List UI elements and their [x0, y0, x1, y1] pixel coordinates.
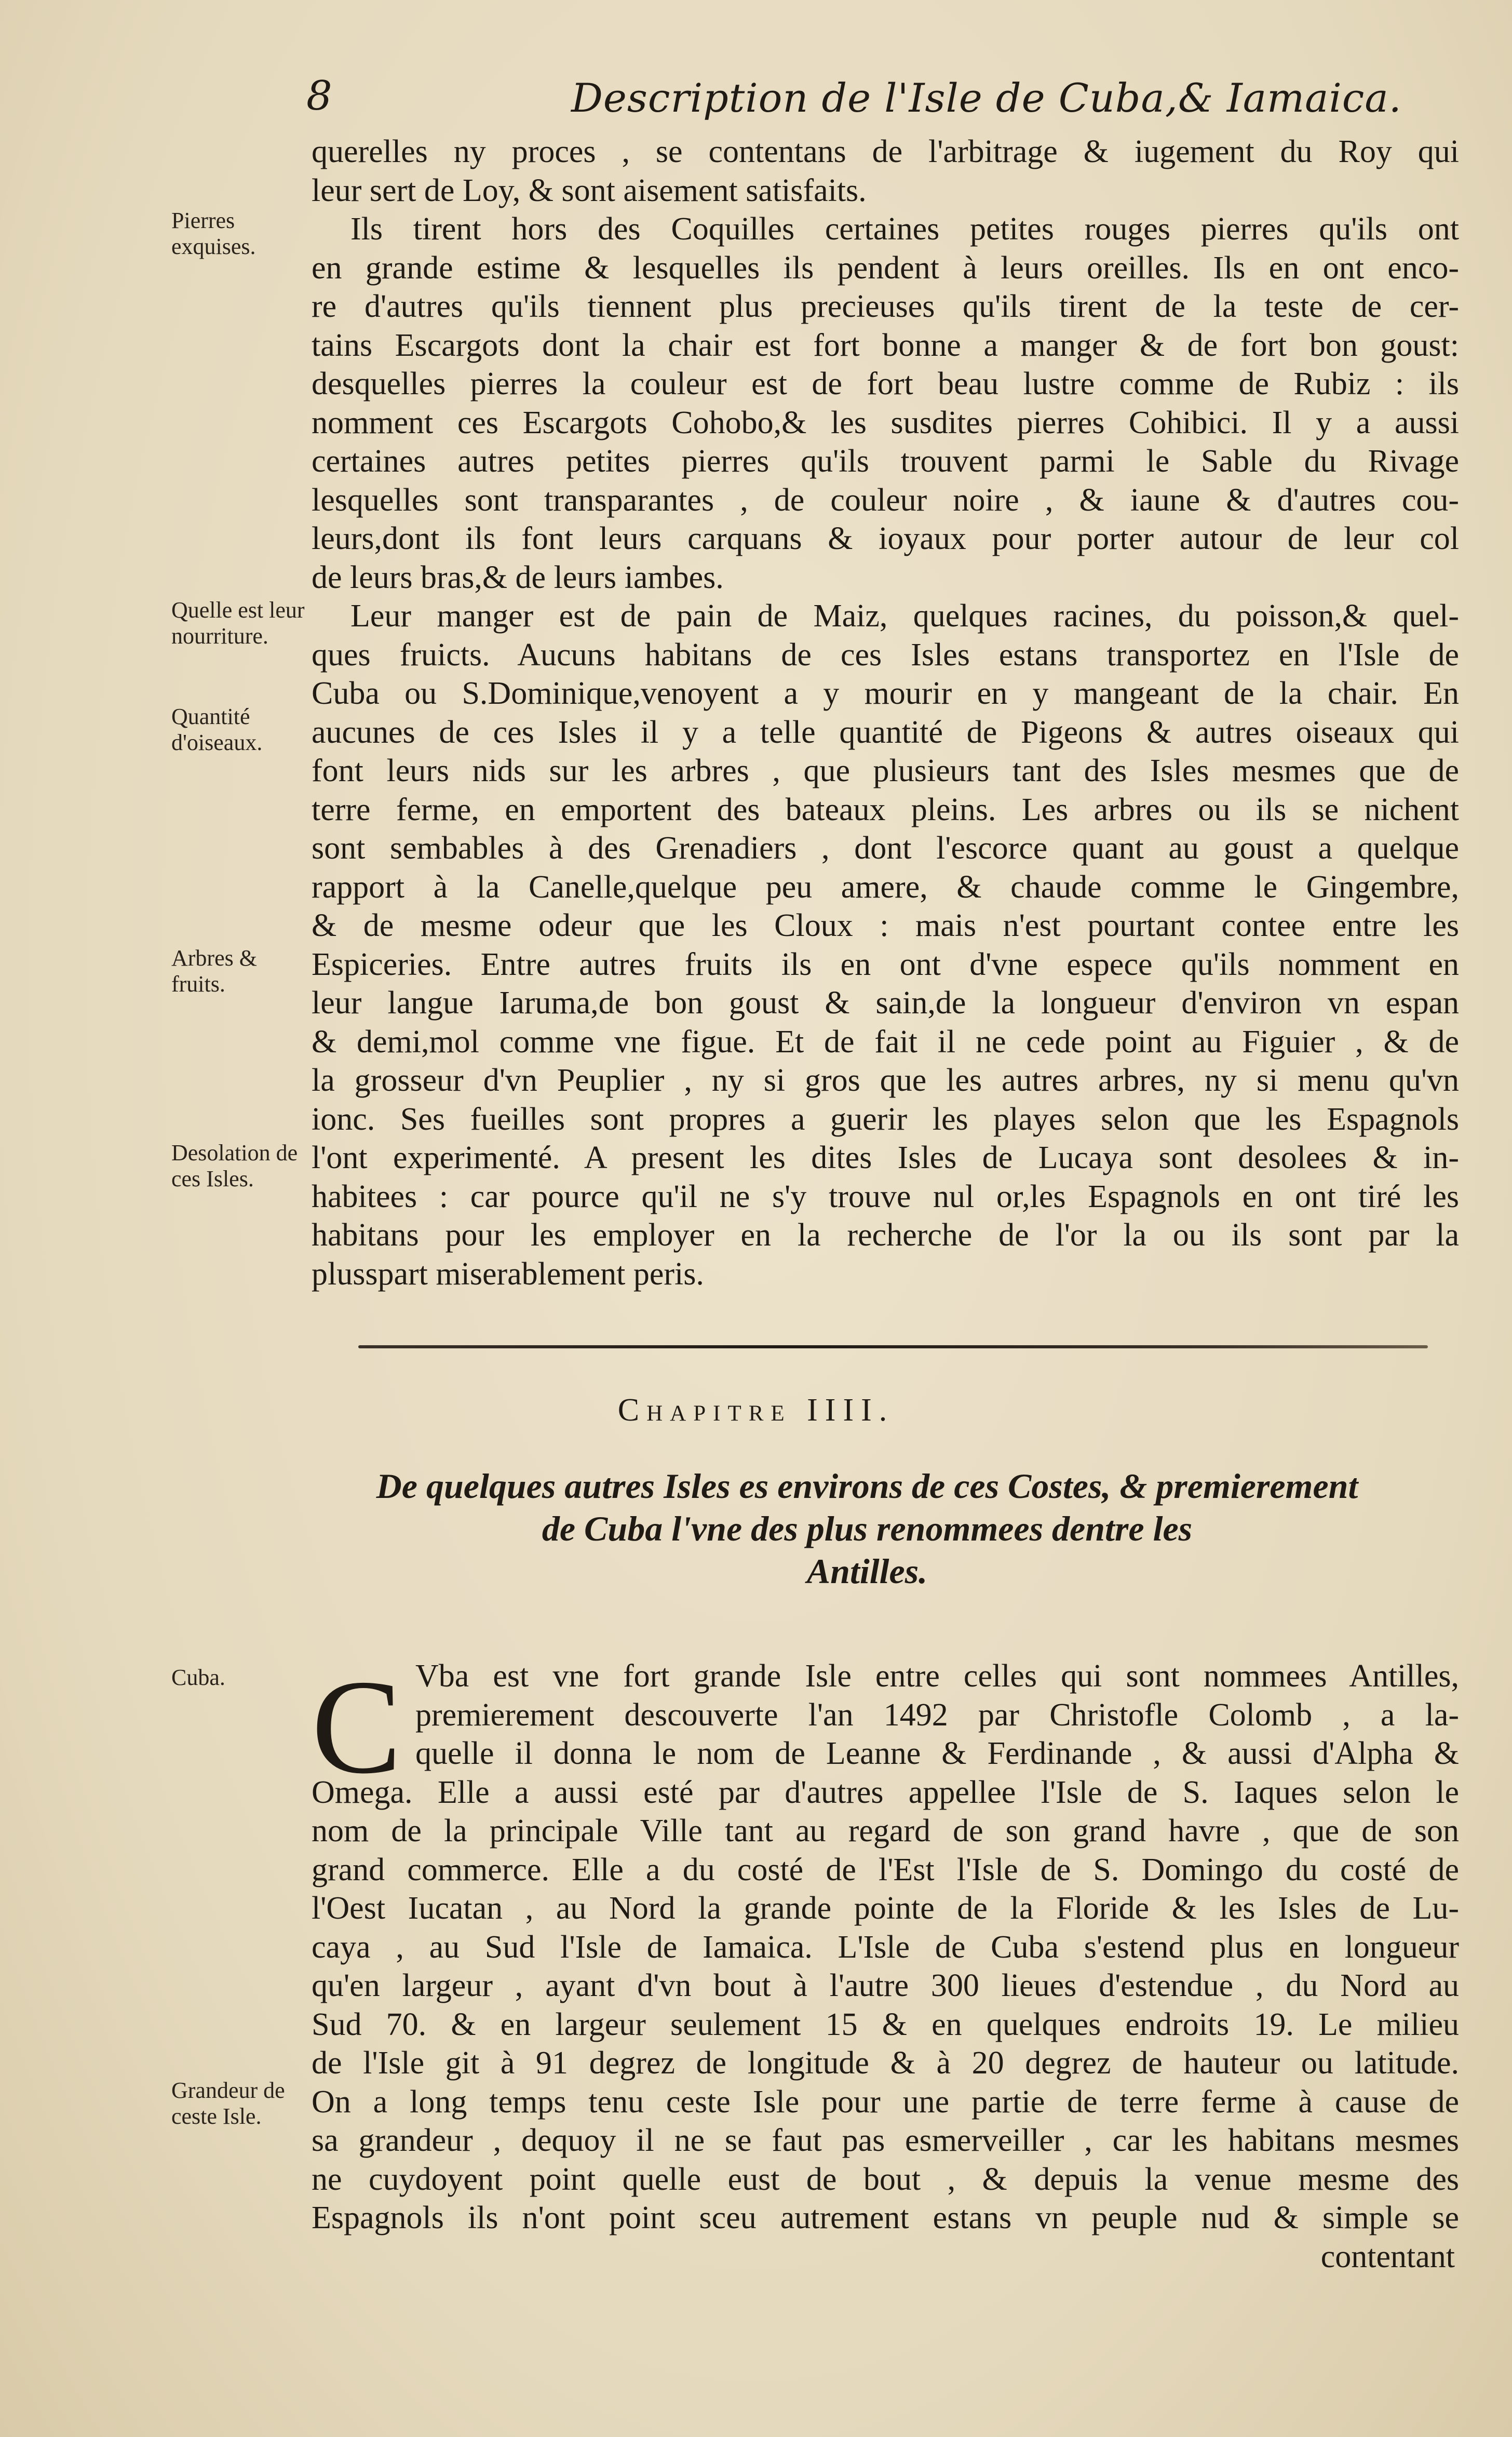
text-line: Vba est vne fort grande Isle entre celles qui sont nommees Antilles,	[415, 1658, 1459, 1694]
text-line: leurs,dont ils font leurs carquans & ioyaux pour porter autour de leur col	[312, 521, 1459, 556]
text-line: habitees : car pource qu'il ne s'y trouve nul or,les Espagnols en ont tiré les	[312, 1179, 1459, 1214]
text-line: nomment ces Escargots Cohobo,& les susdites pierres Cohibici. Il y a aussi	[312, 405, 1459, 440]
text-line: desquelles pierres la couleur est de fort beau lustre comme de Rubiz : ils	[312, 366, 1459, 401]
margin-note-pierres: Pierres exquises.	[171, 208, 256, 259]
text-line: tains Escargots dont la chair est fort bonne a manger & de fort bon goust:	[312, 327, 1459, 363]
section-divider-rule	[358, 1345, 1428, 1348]
text-line: & demi,mol comme vne figue. Et de fait il ne cede point au Figuier , & de	[312, 1024, 1459, 1060]
running-title: Description de l'Isle de Cuba,& Iamaica.	[571, 75, 1402, 121]
text-line: de l'Isle git à 91 degrez de longitude & à 20 degrez de hauteur ou latitude.	[312, 2045, 1459, 2081]
text-line: l'ont experimenté. A present les dites Isles de Lucaya sont desolees & in-	[312, 1140, 1459, 1175]
text-line: premierement descouverte l'an 1492 par Christofle Colomb , a la-	[415, 1697, 1459, 1733]
chapter-title-line: de Cuba l'vne des plus renommees dentre les	[542, 1509, 1193, 1548]
text-line: re d'autres qu'ils tiennent plus precieuses qu'ils tirent de la teste de cer-	[312, 289, 1459, 324]
margin-note-cuba: Cuba.	[171, 1665, 225, 1690]
text-line: lesquelles sont transparantes , de couleur noire , & iaune & d'autres cou-	[312, 482, 1459, 518]
text-line: caya , au Sud l'Isle de Iamaica. L'Isle de Cuba s'estend plus en longueur	[312, 1929, 1459, 1965]
margin-note-oiseaux: Quantité d'oiseaux.	[171, 704, 263, 755]
text-line: rapport à la Canelle,quelque peu amere, & chaude comme le Gingembre,	[312, 869, 1459, 905]
text-line: sont sembables à des Grenadiers , dont l'escorce quant au goust a quelque	[312, 831, 1459, 866]
text-line: grand commerce. Elle a du costé de l'Est l'Isle de S. Domingo du costé de	[312, 1852, 1459, 1887]
body-text-top	[312, 132, 1459, 1293]
text-line: ques fruicts. Aucuns habitans de ces Isles estans transportez en l'Isle de	[312, 637, 1459, 673]
text-line: Sud 70. & en largeur seulement 15 & en quelques endroits 19. Le milieu	[312, 2006, 1459, 2042]
text-line: terre ferme, en emportent des bateaux pleins. Les arbres ou ils se nichent	[312, 792, 1459, 827]
text-line: & de mesme odeur que les Cloux : mais n'est pourtant contee entre les	[312, 908, 1459, 943]
margin-note-grandeur: Grandeur de ceste Isle.	[171, 2078, 285, 2129]
chapter-title	[332, 1465, 1402, 1592]
text-line: On a long temps tenu ceste Isle pour une partie de terre ferme à cause de	[312, 2084, 1459, 2120]
text-line: ne cuydoyent point quelle eust de bout , & depuis la venue mesme des	[312, 2161, 1459, 2197]
text-line: l'Oest Iucatan , au Nord la grande pointe de la Floride & les Isles de Lu-	[312, 1891, 1459, 1926]
text-line: leur sert de Loy, & sont aisement satisfaits.	[312, 172, 867, 208]
chapter-title-line: De quelques autres Isles es environs de ces Costes, & premierement	[376, 1466, 1358, 1506]
chapter-heading: Chapitre IIII.	[617, 1392, 895, 1428]
text-line: nom de la principale Ville tant au regard de son grand havre , que de son	[312, 1813, 1459, 1849]
page-header	[301, 73, 1464, 130]
margin-note-arbres: Arbres & fruits.	[171, 945, 257, 997]
text-line: font leurs nids sur les arbres , que plusieurs tant des Isles mesmes que de	[312, 753, 1459, 788]
text-line: Ils tirent hors des Coquilles certaines petites rouges pierres qu'ils ont	[350, 211, 1459, 247]
text-line: de leurs bras,& de leurs iambes.	[312, 559, 724, 595]
text-line: Leur manger est de pain de Maiz, quelques racines, du poisson,& quel-	[350, 598, 1459, 634]
margin-note-nourriture: Quelle est leur nourriture.	[171, 597, 305, 649]
catchword: contentant	[1320, 2239, 1455, 2274]
chapter-title-line: Antilles.	[806, 1551, 928, 1591]
text-line: plusspart miserablement peris.	[312, 1256, 704, 1292]
text-line: Omega. Elle a aussi esté par d'autres appellee l'Isle de S. Iaques selon le	[312, 1774, 1459, 1810]
text-line: sa grandeur , dequoy il ne se faut pas esmerveiller , car les habitans mesmes	[312, 2123, 1459, 2158]
page-number: 8	[306, 73, 332, 119]
margin-note-desolation: Desolation de ces Isles.	[171, 1140, 298, 1191]
text-line: leur langue Iaruma,de bon goust & sain,de la longueur d'environ vn espan	[312, 985, 1459, 1021]
text-line: en grande estime & lesquelles ils pendent à leurs oreilles. Ils en ont enco-	[312, 250, 1459, 286]
text-line: certaines autres petites pierres qu'ils trouvent parmi le Sable du Rivage	[312, 444, 1459, 479]
text-line: la grosseur d'vn Peuplier , ny si gros que les autres arbres, ny si menu qu'vn	[312, 1063, 1459, 1098]
text-line: qu'en largeur , ayant d'vn bout à l'autre 300 lieues d'estendue , du Nord au	[312, 1968, 1459, 2003]
text-line: habitans pour les employer en la recherche de l'or la ou ils sont par la	[312, 1217, 1459, 1253]
text-line: Espiceries. Entre autres fruits ils en ont d'vne espece qu'ils nomment en	[312, 946, 1459, 982]
text-line: querelles ny proces , se contentans de l'arbitrage & iugement du Roy qui	[312, 134, 1459, 169]
text-line: Espagnols ils n'ont point sceu autrement estans vn peuple nud & simple se	[312, 2200, 1459, 2235]
text-line: aucunes de ces Isles il y a telle quantité de Pigeons & autres oiseaux qui	[312, 714, 1459, 750]
text-line: ionc. Ses fueilles sont propres a guerir les playes selon que les Espagnols	[312, 1101, 1459, 1137]
drop-cap: C	[312, 1652, 402, 1802]
text-line: quelle il donna le nom de Leanne & Ferdinande , & aussi d'Alpha &	[415, 1736, 1459, 1771]
text-line: Cuba ou S.Dominique,venoyent a y mourir en y mangeant de la chair. En	[312, 676, 1459, 711]
body-text-bottom	[312, 1652, 1459, 2238]
